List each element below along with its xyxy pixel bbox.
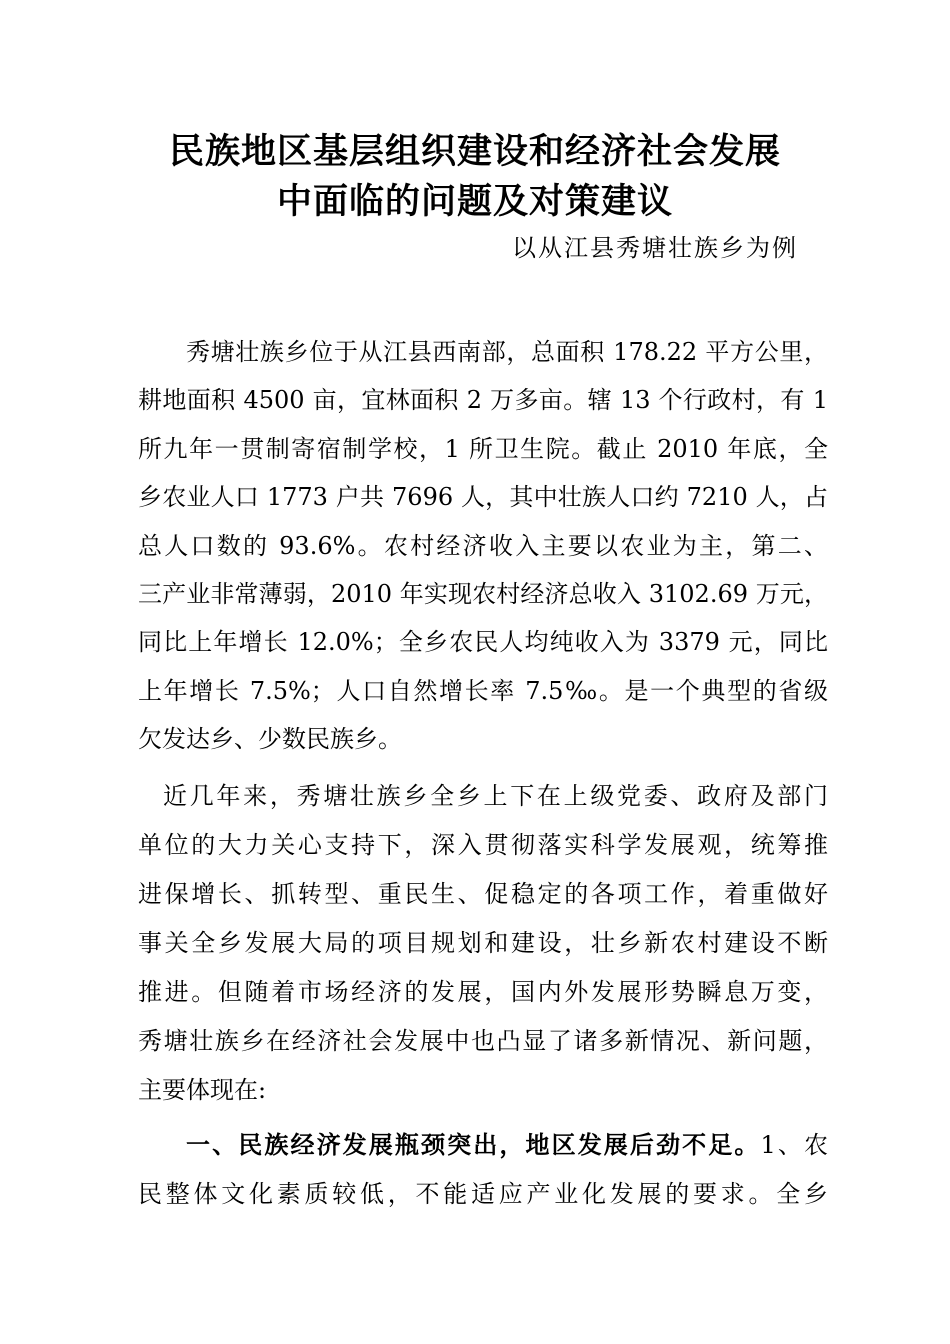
paragraph-1-line: 总人口数的 93.6%。农村经济收入主要以农业为主，第二、 xyxy=(138,532,828,560)
paragraph-2-line: 事关全乡发展大局的项目规划和建设，壮乡新农村建设不断 xyxy=(138,929,828,957)
paragraph-1-line: 上年增长 7.5%；人口自然增长率 7.5‰。是一个典型的省级 xyxy=(138,677,828,705)
paragraph-1-line: 乡农业人口 1773 户共 7696 人，其中壮族人口约 7210 人，占 xyxy=(138,483,828,511)
paragraph-1-line: 欠发达乡、少数民族乡。 xyxy=(138,725,402,753)
paragraph-1-line: 同比上年增长 12.0%；全乡农民人均纯收入为 3379 元，同比 xyxy=(138,628,828,656)
section-1-text-start: 1、农 xyxy=(760,1131,828,1159)
paragraph-2-line: 近几年来，秀塘壮族乡全乡上下在上级党委、政府及部门 xyxy=(163,782,828,810)
paragraph-1-line: 秀塘壮族乡位于从江县西南部，总面积 178.22 平方公里， xyxy=(186,338,828,366)
paragraph-1-line: 所九年一贯制寄宿制学校，1 所卫生院。截止 2010 年底，全 xyxy=(138,435,828,463)
paragraph-2-line: 主要体现在: xyxy=(138,1076,267,1104)
paragraph-2-line: 秀塘壮族乡在经济社会发展中也凸显了诸多新情况、新问题， xyxy=(138,1027,828,1055)
document-title-line-2: 中面临的问题及对策建议 xyxy=(276,182,673,222)
paragraph-2-line: 单位的大力关心支持下，深入贯彻落实科学发展观，统筹推 xyxy=(138,831,828,859)
paragraph-1-line: 三产业非常薄弱，2010 年实现农村经济总收入 3102.69 万元， xyxy=(138,580,828,608)
document-subtitle: 以从江县秀塘壮族乡为例 xyxy=(512,234,798,262)
paragraph-2-line: 进保增长、抓转型、重民生、促稳定的各项工作，着重做好 xyxy=(138,880,828,908)
paragraph-2-line: 推进。但随着市场经济的发展，国内外发展形势瞬息万变， xyxy=(138,978,828,1006)
section-1-heading: 一、民族经济发展瓶颈突出，地区发展后劲不足。 xyxy=(186,1131,761,1159)
paragraph-1-line: 耕地面积 4500 亩，宜林面积 2 万多亩。辖 13 个行政村，有 1 xyxy=(138,386,828,414)
document-title-line-1: 民族地区基层组织建设和经济社会发展 xyxy=(168,132,781,172)
section-1-first-line xyxy=(186,1125,828,1165)
section-1-line: 民整体文化素质较低，不能适应产业化发展的要求。全乡 xyxy=(138,1180,828,1208)
